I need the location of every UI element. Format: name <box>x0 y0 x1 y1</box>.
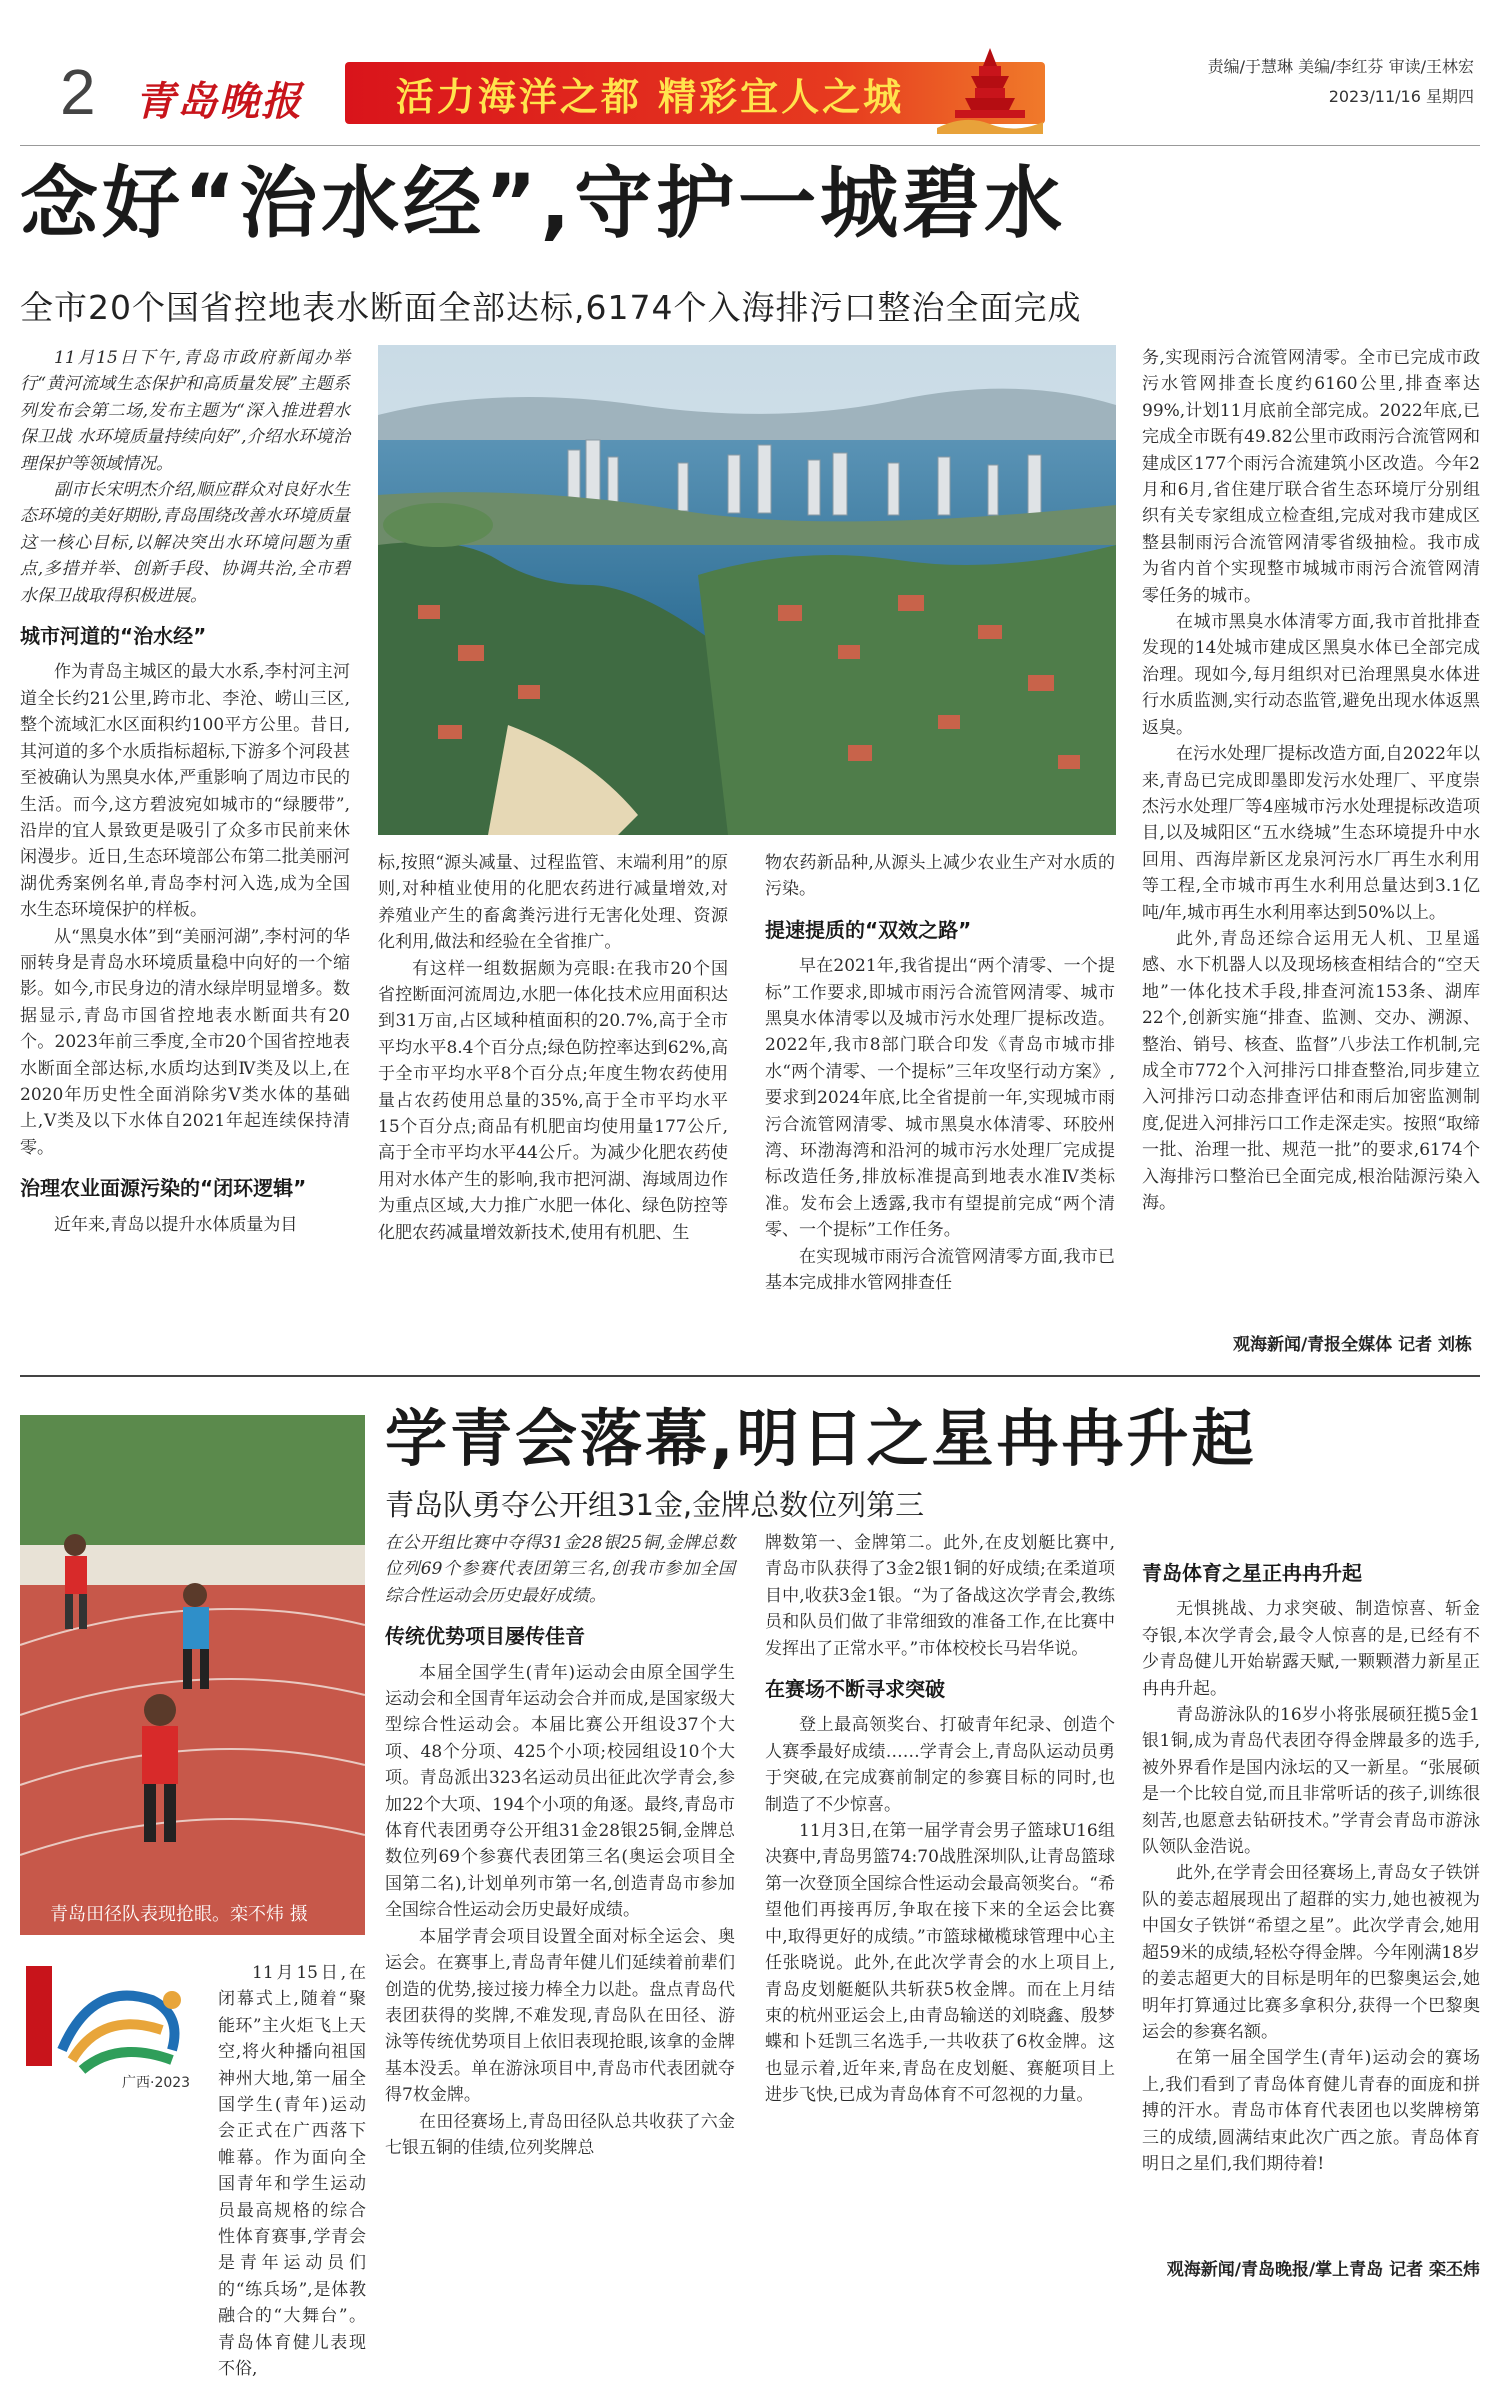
article1-byline: 观海新闻/青报全媒体 记者 刘栋 <box>1232 1335 1472 1355</box>
games-logo-text: 广西·2023 <box>122 2075 191 2091</box>
article1-paragraph: 作为青岛主城区的最大水系,李村河主河道全长约21公里,跨市北、李沧、崂山三区,整个流域汇水区面积约100平方公里。昔日,其河道的多个水质指标超标,下游多个河段甚至被确认为黑臭水体,严重影响了周边市民的生活。而今,这方碧波宛如城市的“绿腰带”,沿岸的宜人景致更是吸引了众多市民前来休闲漫步。近日,生态环境部公布第二批美丽河湖优秀案例名单,青岛李村河入选,成为全国水生态环境保护的样板。 <box>20 662 350 921</box>
article2-paragraph: 此外,在学青会田径赛场上,青岛女子铁饼队的姜志超展现出了超群的实力,她也被视为中国女子铁饼“希望之星”。此次学青会,她用超59米的成绩,轻松夺得金牌。今年刚满18岁的姜志超更大的目标是明年的巴黎奥运会,她明年打算通过比赛多拿积分,获得一个巴黎奥运会的参赛名额。 <box>1142 1863 1480 2042</box>
article2-lead-column <box>218 1960 366 2380</box>
photo-caption: 青岛田径队表现抢眼。栾不炜 摄 <box>50 1904 308 1925</box>
relay-race-photo <box>20 1415 365 1935</box>
article2-byline: 观海新闻/青岛晚报/掌上青岛 记者 栾丕炜 <box>1166 2260 1480 2280</box>
article1-section-3-title: 提速提质的“双效之路” <box>765 917 972 942</box>
article1-paragraph: 在城市黑臭水体清零方面,我市首批排查发现的14处城市建成区黑臭水体已全部完成治理。现如今,每月组织对已治理黑臭水体进行水质监测,实行动态监管,避免出现水体返黑返臭。 <box>1142 612 1480 738</box>
article1-paragraph: 从“黑臭水体”到“美丽河湖”,李村河的华丽转身是青岛水环境质量稳中向好的一个缩影。如今,市民身边的清水绿岸明显增多。数据显示,青岛市国省控地表水断面共有20个。2023年前三季度,全市20个国省控地表水断面全部达标,水质均达到Ⅳ类及以上,在2020年历史性全面消除劣Ⅴ类水体的基础上,Ⅴ类及以下水体自2021年起连续保持清零。 <box>20 926 350 1158</box>
article1-headline: 念好“治水经”,守护一城碧水 <box>20 159 1067 249</box>
article1-paragraph: 在实现城市雨污合流管网清零方面,我市已基本完成排水管网排查任 <box>765 1246 1115 1294</box>
article1-paragraph: 近年来,青岛以提升水体质量为目 <box>54 1214 298 1235</box>
games-logo <box>22 1960 202 2100</box>
article1-paragraph: 标,按照“源头减量、过程监管、末端利用”的原则,对种植业使用的化肥农药进行减量增效,对养殖业产生的畜禽粪污进行无害化处理、资源化利用,做法和经验在全省推广。 <box>378 853 728 953</box>
header-rule <box>20 145 1480 146</box>
article2-section-1-title: 传统优势项目屡传佳音 <box>385 1624 585 1649</box>
article2-column-4 <box>1142 1560 1480 2250</box>
article1-paragraph: 在污水处理厂提标改造方面,自2022年以来,青岛已完成即墨即发污水处理厂、平度崇杰污水处理厂等4座城市污水处理提标改造项目,以及城阳区“五水绕城”生态环境提升中水回用、西海岸新区龙泉河污水厂再生水利用等工程,全市城市再生水利用总量达到3.1亿吨/年,城市再生水利用率达到50%以上。 <box>1142 744 1480 923</box>
editor-credits <box>1208 52 1474 112</box>
article2-paragraph: 牌数第一、金牌第二。此外,在皮划艇比赛中,青岛市队获得了3金2银1铜的好成绩;在柔道项目中,收获3金1银。“为了备战这次学青会,教练员和队员们做了非常细致的准备工作,在比赛中发挥出了正常水平。”市体校校长马岩华说。 <box>765 1533 1115 1659</box>
article1-intro-2: 副市长宋明杰介绍,顺应群众对良好水生态环境的美好期盼,青岛围绕改善水环境质量这一核心目标,以解决突出水环境问题为重点,多措并举、创新手段、协调共治,全市碧水保卫战取得积极进展。 <box>20 480 350 606</box>
article2-paragraph: 在第一届全国学生(青年)运动会的赛场上,我们看到了青岛体育健儿青春的面庞和拼搏的汗水。青岛市体育代表团也以奖牌榜第三的成绩,圆满结束此次广西之旅。青岛体育明日之星们,我们期待着! <box>1142 2048 1480 2174</box>
article1-intro: 11月15日下午,青岛市政府新闻办举行“黄河流域生态保护和高质量发展”主题系列发布会第二场,发布主题为“深入推进碧水保卫战 水环境质量持续向好”,介绍水环境治理保护等领域情况。 <box>20 348 350 474</box>
article1-paragraph: 早在2021年,我省提出“两个清零、一个提标”工作要求,即城市雨污合流管网清零、城市黑臭水体清零以及城市污水处理厂提标改造。2022年,我市8部门联合印发《青岛市城市排水“两个清零、一个提标”三年攻坚行动方案》,要求到2024年底,比全省提前一年,实现城市雨污合流管网清零、城市黑臭水体清零、环胶州湾、环渤海湾和沿河的城市污水处理厂完成提标改造任务,排放标准提高到地表水准Ⅳ类标准。发布会上透露,我市有望提前完成“两个清零、一个提标”工作任务。 <box>765 956 1115 1241</box>
article1-subheadline: 全市20个国省控地表水断面全部达标,6174个入海排污口整治全面完成 <box>20 288 1082 327</box>
article2-lead: 11月15日,在闭幕式上,随着“聚能环”主火炬飞上天空,将火种播向祖国神州大地,第一届全国学生(青年)运动会正式在广西落下帷幕。作为面向全国青年和学生运动员最高规格的综合性体育赛事,学青会是青年运动员们的“练兵场”,是体教融合的“大舞台”。青岛体育健儿表现不俗, <box>218 1963 366 2380</box>
article2-paragraph: 无惧挑战、力求突破、制造惊喜、斩金夺银,本次学青会,最令人惊喜的是,已经有不少青岛健儿开始崭露天赋,一颗颗潜力新星正冉冉升起。 <box>1142 1599 1480 1699</box>
editors-line: 责编/于慧琳 美编/李红芬 审读/王林宏 <box>1207 57 1474 76</box>
article1-column-1 <box>20 345 350 1355</box>
article2-section-2-title: 在赛场不断寻求突破 <box>765 1677 945 1702</box>
article2-paragraph: 青岛游泳队的16岁小将张展硕狂揽5金1银1铜,成为青岛代表团夺得金牌最多的选手,被外界看作是国内泳坛的又一新星。“张展硕是一个比较自觉,而且非常听话的孩子,训练很刻苦,也愿意去钻研技术。”学青会青岛市游泳队领队金浩说。 <box>1142 1705 1480 1858</box>
issue-date: 2023/11/16 星期四 <box>1328 87 1474 106</box>
article1-column-2 <box>378 850 728 1355</box>
article1-paragraph: 务,实现雨污合流管网清零。全市已完成市政污水管网排查长度约6160公里,排查率达99%,计划11月底前全部完成。2022年底,已完成全市既有49.82公里市政雨污合流管网和建成区177个雨污合流建筑小区改造。今年2月和6月,省住建厅联合省生态环境厅分别组织有关专家组成立检查组,完成对我市建成区整县制雨污合流管网清零省级抽检。我市成为省内首个实现整市城城市雨污合流管网清零任务的城市。 <box>1142 348 1480 606</box>
page-number: 2 <box>60 56 96 128</box>
article1-paragraph: 此外,青岛还综合运用无人机、卫星遥感、水下机器人以及现场核查相结合的“空天地”一体化技术手段,排查河流153条、湖库22个,创新实施“排查、监测、交办、溯源、整治、销号、核查、监督”八步法工作机制,完成全市772个入河排污口排查整治,同步建立入河排污口动态排查评估和雨后加密监测制度,促进入河排污口工作走深走实。按照“取缔一批、治理一批、规范一批”的要求,6174个入海排污口整治已全面完成,根治陆源污染入海。 <box>1142 928 1480 1213</box>
newspaper-logo: 青岛晚报 <box>135 78 303 125</box>
article2-paragraph: 在公开组比赛中夺得31金28银25铜,金牌总数位列69个参赛代表团第三名,创我市参加全国综合性运动会历史最好成绩。 <box>385 1533 735 1606</box>
article2-headline: 学青会落幕,明日之星冉冉升起 <box>385 1402 1257 1475</box>
landmark-tower-icon <box>935 44 1045 134</box>
article1-column-4 <box>1142 345 1480 1335</box>
article2-paragraph: 在田径赛场上,青岛田径队总共收获了六金七银五铜的佳绩,位列奖牌总 <box>385 2111 735 2158</box>
section-divider <box>20 1375 1480 1377</box>
article2-paragraph: 11月3日,在第一届学青会男子篮球U16组决赛中,青岛男篮74:70战胜深圳队,让青岛篮球第一次登顶全国综合性运动会最高领奖台。“希望他们再接再厉,争取在接下来的全运会比赛中,取得更好的成绩。”市篮球橄榄球管理中心主任张晓说。此外,在此次学青会的水上项目上,青岛皮划艇艇队共斩获5枚金牌。而在上月结束的杭州亚运会上,由青岛输送的刘晓鑫、殷梦蝶和卜廷凯三名选手,一共收获了6枚金牌。这也显示着,近年来,青岛在皮划艇、赛艇项目上进步飞快,已成为青岛体育不可忽视的力量。 <box>765 1821 1115 2106</box>
article2-paragraph: 登上最高领奖台、打破青年纪录、创造个人赛季最好成绩……学青会上,青岛队运动员勇于突破,在完成赛前制定的参赛目标的同时,也制造了不少惊喜。 <box>765 1715 1115 1815</box>
slogan-banner <box>345 62 1045 124</box>
article1-paragraph: 物农药新品种,从源头上减少农业生产对水质的污染。 <box>765 853 1115 900</box>
article2-paragraph: 本届学青会项目设置全面对标全运会、奥运会。在赛事上,青岛青年健儿们延续着前辈们创造的优势,接过接力棒全力以赴。盘点青岛代表团获得的奖牌,不难发现,青岛队在田径、游泳等传统优势项目上依旧表现抢眼,该拿的金牌基本没丢。单在游泳项目中,青岛市代表团就夺得7枚金牌。 <box>385 1926 735 2106</box>
article2-section-3-title: 青岛体育之星正冉冉升起 <box>1142 1561 1362 1585</box>
article1-column-3 <box>765 850 1115 1355</box>
article1-section-1-title: 城市河道的“治水经” <box>20 624 207 649</box>
banner-slogan: 活力海洋之都 精彩宜人之城 <box>395 74 905 119</box>
article2-column-2 <box>385 1530 735 2295</box>
article2-column-3 <box>765 1530 1115 2295</box>
coastal-city-photo <box>378 345 1116 835</box>
article1-paragraph: 有这样一组数据颇为亮眼:在我市20个国省控断面河流周边,水肥一体化技术应用面积达到31万亩,占区域种植面积的20.7%,高于全市平均水平8.4个百分点;绿色防控率达到62%,高于全市平均水平8个百分点;年度生物农药使用量占农药使用总量的35%,高于全市平均水平15个百分点;商品有机肥亩均使用量177公斤,高于全市平均水平44公斤。为减少化肥农药使用对水体产生的影响,我市把河湖、海域周边作为重点区域,大力推广水肥一体化、绿色防控等化肥农药减量增效新技术,使用有机肥、生 <box>378 958 728 1243</box>
article1-section-2-title: 治理农业面源污染的“闭环逻辑” <box>20 1176 307 1201</box>
article2-subheadline: 青岛队勇夺公开组31金,金牌总数位列第三 <box>385 1488 925 1522</box>
article2-paragraph: 本届全国学生(青年)运动会由原全国学生运动会和全国青年运动会合并而成,是国家级大型综合性运动会。本届比赛公开组设37个大项、48个分项、425个小项;校园组设10个大项。青岛派出323名运动员出征此次学青会,参加22个大项、194个小项的角逐。最终,青岛市体育代表团勇夺公开组31金28银25铜,金牌总数位列69个参赛代表团第三名(奥运会项目全国第二名),计划单列市第一名,创造青岛市参加全国综合性运动会历史最好成绩。 <box>385 1662 735 1921</box>
